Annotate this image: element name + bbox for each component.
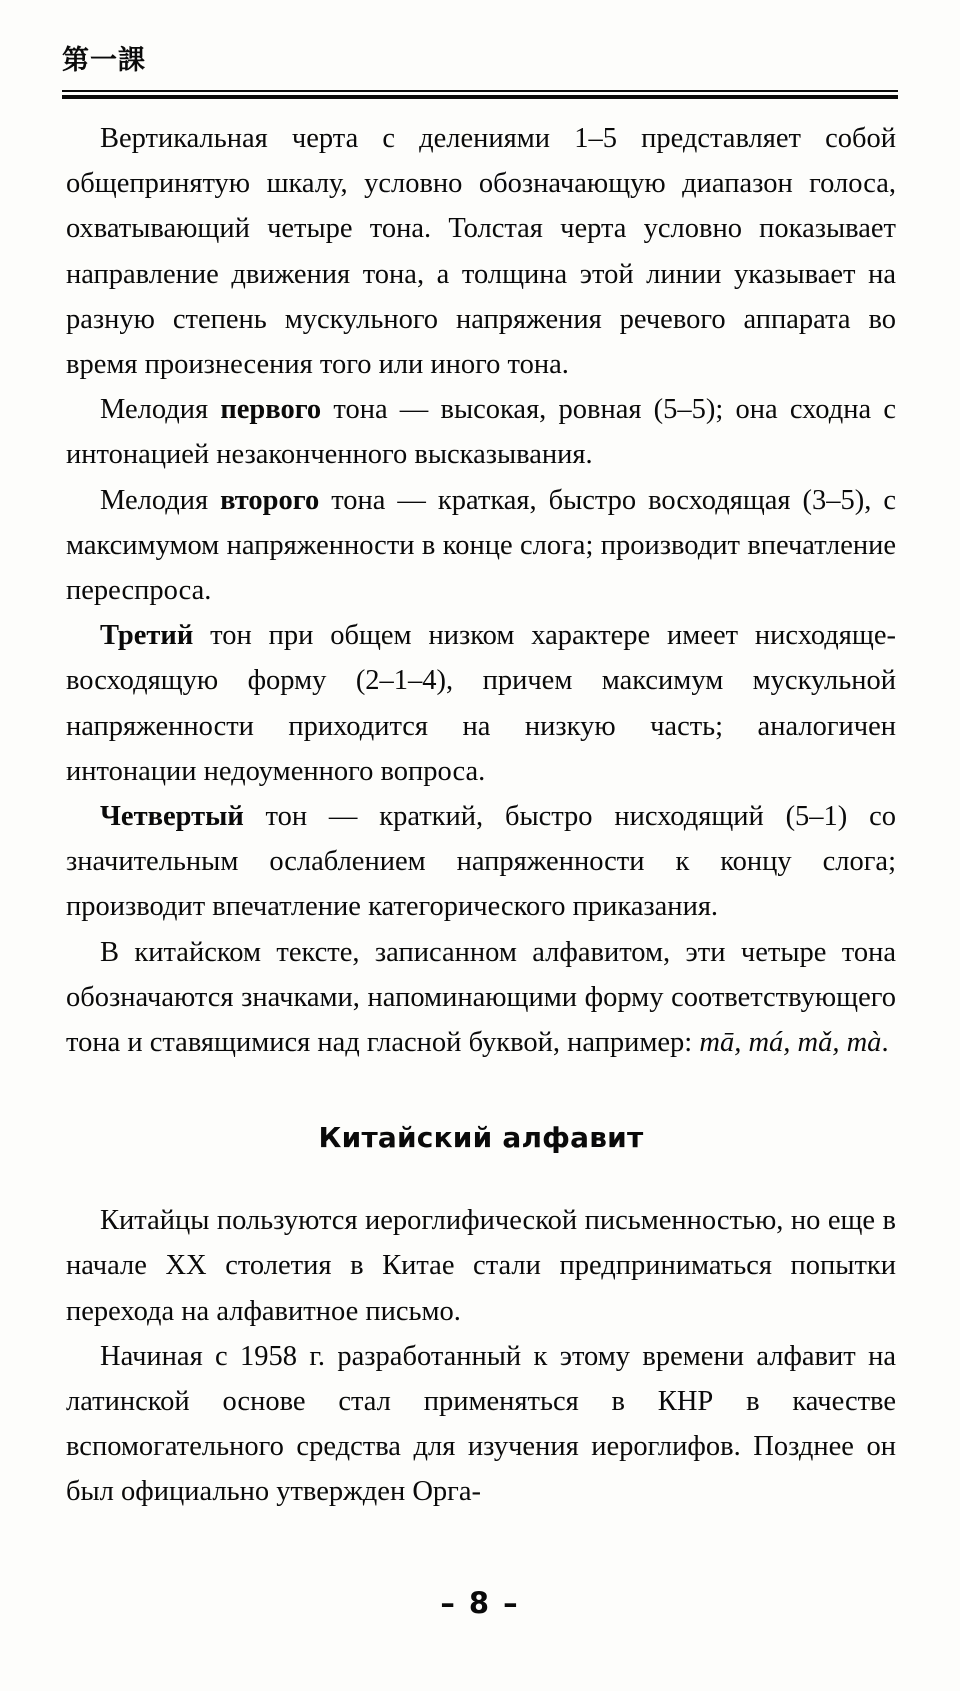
running-header (62, 36, 898, 88)
body-text-column (66, 116, 896, 1515)
p-tone-2: Мелодия второго тона — краткая, быстро восходящая (3–5), с максимумом напряженности в конце слога; производит впечатление переспроса. (66, 484, 896, 607)
section-paragraph-group (66, 1198, 896, 1514)
p-scale: Вертикальная черта с делениями 1–5 представляет собой общепринятую шкалу, условно обозначающую диапазон голоса, охватывающий четыре тона. Толстая черта условно показывает направление движения тона, а толщина этой линии указывает на разную степень мускульного напряжения речевого аппарата во время произнесения того или иного тона. (66, 123, 896, 381)
page-number: – 8 – (440, 1586, 520, 1620)
emphasis-bold: Третий (100, 620, 194, 652)
header-rule-thick (62, 95, 898, 99)
heading-spacer-top (66, 1065, 896, 1121)
pinyin-examples: mā, má, mǎ, mà (699, 1027, 882, 1059)
p-alphabet-1: Китайцы пользуются иероглифической письменностью, но еще в начале XX столетия в Китае стали предприниматься попытки перехода на алфавитное письмо. (66, 1205, 896, 1327)
body-paragraph-group (66, 116, 896, 1065)
heading-spacer-bottom (66, 1154, 896, 1198)
p-tone-3: Третий тон при общем низком характере имеет нисходяще-восходящую форму (2–1–4), причем максимум мускульной напряженности приходится на низкую часть; аналогичен интонации недоуменного вопроса. (66, 620, 896, 787)
p-alphabet-2: Начиная с 1958 г. разработанный к этому времени алфавит на латинской основе стал применяться в КНР в качестве вспомогательного средства для изучения иероглифов. Позднее он был официально утвержден Орга- (66, 1340, 896, 1508)
page-footer (0, 1586, 960, 1620)
emphasis-bold: Четвертый (100, 801, 244, 833)
section-heading: Китайский алфавит (318, 1121, 644, 1155)
chapter-title: 第一課 (62, 45, 146, 76)
header-double-rule (62, 90, 898, 99)
p-tone-marks: В китайском тексте, записанном алфавитом, эти четыре тона обозначаются значками, напоминающими форму соответствующего тона и ставящимися над гласной буквой, например: mā, má, mǎ, mà. (66, 936, 896, 1059)
p-tone-4: Четвертый тон — краткий, быстро нисходящий (5–1) со значительным ослаблением напряженности к концу слога; производит впечатление категорического приказания. (66, 801, 896, 923)
emphasis-bold: первого (220, 394, 322, 426)
emphasis-bold: второго (220, 484, 320, 516)
p-tone-1: Мелодия первого тона — высокая, ровная (5–5); она сходна с интонацией незаконченного высказывания. (66, 394, 896, 471)
